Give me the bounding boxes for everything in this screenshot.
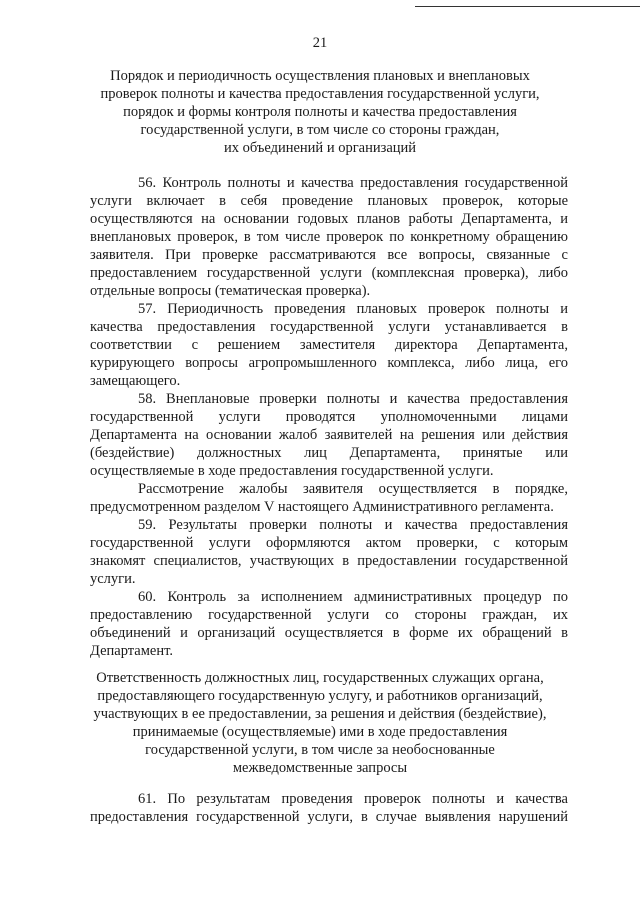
heading-line: принимаемые (осуществляемые) ими в ходе предоставления — [132, 724, 508, 740]
section-heading-responsibility — [80, 669, 560, 777]
text-line: 59. Результаты проверки полноты и качества предоставления — [138, 517, 568, 533]
section-heading-control — [80, 67, 560, 157]
text-line: соответствии с решением заместителя директора Департамента, — [90, 337, 568, 353]
text-line: 56. Контроль полноты и качества предоставления государственной — [138, 175, 568, 191]
text-line: предоставления государственной услуги, в случае выявления нарушений — [90, 809, 568, 825]
text-line: отдельные вопросы (тематическая проверка). — [90, 283, 371, 299]
text-line: заявителя. При проверке рассматриваются все вопросы, связанные с — [90, 247, 568, 263]
heading-line: проверок полноты и качества предоставления государственной услуги, — [100, 86, 540, 102]
text-line: Рассмотрение жалобы заявителя осуществляется в порядке, — [138, 481, 568, 497]
paragraph-60 — [90, 588, 568, 660]
paragraph-57 — [90, 300, 568, 390]
heading-line: Ответственность должностных лиц, государственных служащих органа, — [96, 670, 544, 686]
paragraph-61 — [90, 790, 568, 826]
text-line: осуществляются на основании годовых планов работы Департамента, и — [90, 211, 568, 227]
text-line: 60. Контроль за исполнением административных процедур по — [138, 589, 568, 605]
paragraph-56 — [90, 174, 568, 300]
text-line: Департамент. — [90, 643, 173, 659]
text-line: замещающего. — [90, 373, 181, 389]
text-line: предоставлением государственной услуги (комплексная проверка), либо — [90, 265, 568, 281]
top-rule — [415, 6, 640, 7]
paragraph-59 — [90, 516, 568, 588]
text-line: осуществляемые в ходе предоставления государственной услуги. — [90, 463, 494, 479]
text-line: объединений и организаций осуществляется в форме их обращений в — [90, 625, 568, 641]
paragraph-58 — [90, 390, 568, 480]
text-line: предусмотренном разделом V настоящего Административного регламента. — [90, 499, 554, 515]
heading-line: государственной услуги, в том числе со стороны граждан, — [140, 122, 500, 138]
text-line: внеплановых проверок, в том числе проверок по конкретному обращению — [90, 229, 568, 245]
heading-line: их объединений и организаций — [223, 140, 417, 156]
text-line: (бездействие) должностных лиц Департамента, принятые или — [90, 445, 568, 461]
heading-line: Порядок и периодичность осуществления плановых и внеплановых — [110, 68, 530, 84]
text-line: предоставлению государственной услуги со стороны граждан, их — [90, 607, 568, 623]
heading-line: порядок и формы контроля полноты и качества предоставления — [123, 104, 517, 120]
text-line: 57. Периодичность проведения плановых проверок полноты и — [138, 301, 568, 317]
text-line: услуги включает в себя проведение плановых проверок, которые — [90, 193, 568, 209]
heading-line: межведомственные запросы — [232, 760, 408, 776]
text-line: курирующего вопросы агропромышленного комплекса, либо лица, его — [90, 355, 568, 371]
text-line: Департамента на основании жалоб заявителей на решения или действия — [90, 427, 568, 443]
page-number: 21 — [312, 35, 328, 51]
text-line: государственной услуги проводятся уполномоченными лицами — [90, 409, 568, 425]
text-line: качества предоставления государственной услуги устанавливается в — [90, 319, 568, 335]
text-line: 58. Внеплановые проверки полноты и качества предоставления — [138, 391, 568, 407]
text-line: государственной услуги оформляются актом проверки, с которым — [90, 535, 568, 551]
heading-line: государственной услуги, в том числе за необоснованные — [145, 742, 495, 758]
heading-line: предоставляющего государственную услугу, и работников организаций, — [97, 688, 543, 704]
text-line: знакомят специалистов, участвующих в предоставлении государственной — [90, 553, 568, 569]
text-line: услуги. — [90, 571, 136, 587]
paragraph-complaint — [90, 480, 568, 516]
text-line: 61. По результатам проведения проверок полноты и качества — [138, 791, 568, 807]
heading-line: участвующих в ее предоставлении, за решения и действия (бездействие), — [93, 706, 547, 722]
